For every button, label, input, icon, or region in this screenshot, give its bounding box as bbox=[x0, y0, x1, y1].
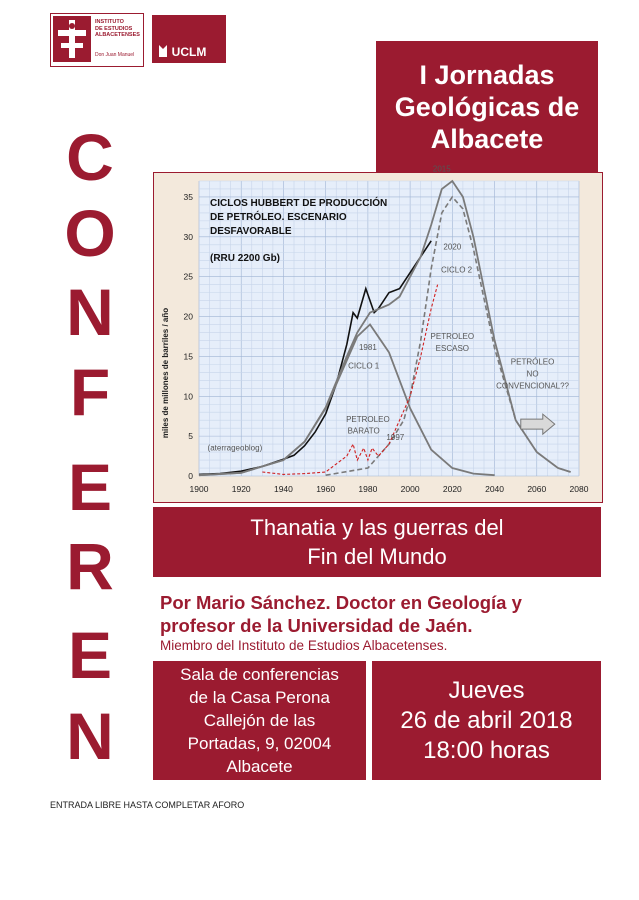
iea-logo-line4: Don Juan Manuel bbox=[95, 52, 135, 58]
x-tick-label: 2080 bbox=[569, 484, 589, 494]
iea-logo bbox=[50, 13, 144, 67]
date-time: 18:00 horas bbox=[423, 736, 550, 764]
chart-annotation: NO bbox=[526, 369, 539, 379]
talk-title-line1: Thanatia y las guerras del bbox=[250, 515, 504, 540]
speaker-info bbox=[160, 591, 522, 637]
venue-line1: Sala de conferencias bbox=[180, 665, 339, 684]
y-tick-label: 30 bbox=[183, 231, 193, 242]
chart-annotation: ESCASO bbox=[435, 343, 470, 353]
chart-annotation: PETRÓLEO bbox=[510, 357, 555, 367]
iea-emblem-icon bbox=[53, 16, 91, 62]
x-tick-label: 1980 bbox=[358, 484, 378, 494]
chart-annotation: CICLO 2 bbox=[440, 265, 473, 275]
chart-title: CICLOS HUBBERT DE PRODUCCIÓN DE PETRÓLEO. ESCENARIO DESFAVORABLE bbox=[210, 198, 388, 237]
x-tick-label: 2060 bbox=[527, 484, 547, 494]
chart-y-label: miles de millones de barriles / año bbox=[161, 307, 170, 439]
vertical-letter: F bbox=[69, 355, 111, 429]
chart-annotation: 2020 bbox=[443, 242, 462, 252]
vertical-letter: N bbox=[66, 275, 114, 349]
vertical-letter: E bbox=[67, 450, 113, 524]
chart-annotation: CICLO 1 bbox=[348, 361, 380, 371]
venue-line2: de la Casa Perona bbox=[189, 688, 330, 707]
chart-annotation: 1981 bbox=[358, 343, 377, 353]
venue-line3: Callejón de las bbox=[203, 711, 316, 730]
y-tick-label: 25 bbox=[183, 271, 193, 282]
x-tick-label: 2000 bbox=[400, 484, 420, 494]
talk-title-line2: Fin del Mundo bbox=[307, 544, 447, 569]
date-day: 26 de abril 2018 bbox=[400, 706, 573, 734]
talk-title-box bbox=[153, 507, 601, 577]
iea-logo-line2: DE ESTUDIOS bbox=[95, 25, 133, 32]
chart-subtitle: (RRU 2200 Gb) bbox=[210, 253, 281, 264]
iea-logo-line3: ALBACETENSES bbox=[95, 32, 140, 38]
chart-annotation: CONVENCIONAL?? bbox=[496, 381, 570, 391]
chart-annotation: BARATO bbox=[347, 426, 380, 436]
uclm-logo-label: UCLM bbox=[171, 45, 207, 59]
x-tick-label: 1960 bbox=[316, 484, 336, 494]
event-title-box bbox=[376, 41, 598, 172]
venue-line5: Albacete bbox=[226, 757, 293, 776]
hubbert-chart bbox=[153, 164, 603, 503]
chart-annotation: PETROLEO bbox=[430, 331, 475, 341]
event-title-line3: Albacete bbox=[430, 123, 544, 154]
x-tick-label: 1900 bbox=[189, 484, 209, 494]
y-tick-label: 35 bbox=[183, 191, 193, 202]
y-tick-label: 20 bbox=[183, 311, 193, 322]
venue-line4: Portadas, 9, 02004 bbox=[187, 734, 332, 753]
y-tick-label: 0 bbox=[188, 471, 193, 481]
speaker-line1: Por Mario Sánchez. Doctor en Geología y bbox=[160, 592, 522, 613]
vertical-letter: O bbox=[64, 196, 116, 270]
y-tick-label: 5 bbox=[188, 431, 193, 442]
event-title-line1: I Jornadas bbox=[419, 59, 555, 90]
vertical-letter: E bbox=[67, 618, 113, 692]
chart-annotation: 2015 bbox=[432, 164, 451, 174]
date-box bbox=[372, 661, 601, 780]
vertical-letter: C bbox=[66, 120, 114, 194]
chart-annotation: PETROLEO bbox=[346, 414, 390, 424]
y-tick-label: 15 bbox=[183, 351, 193, 362]
date-weekday: Jueves bbox=[448, 676, 525, 704]
chart-annotation: 1997 bbox=[386, 433, 405, 443]
vertical-letter: R bbox=[66, 529, 114, 603]
uclm-logo bbox=[152, 15, 226, 63]
x-tick-label: 1920 bbox=[231, 484, 251, 494]
speaker-membership: Miembro del Instituto de Estudios Albacetenses. bbox=[160, 638, 448, 653]
x-tick-label: 2040 bbox=[485, 484, 505, 494]
free-entry-note: ENTRADA LIBRE HASTA COMPLETAR AFORO bbox=[50, 800, 245, 810]
speaker-line2: profesor de la Universidad de Jaén. bbox=[160, 615, 473, 636]
x-tick-label: 2020 bbox=[442, 484, 462, 494]
x-tick-label: 1940 bbox=[273, 484, 293, 494]
event-title-line2: Geológicas de bbox=[394, 91, 580, 122]
chart-annotation: (aterrageoblog) bbox=[207, 443, 263, 453]
y-tick-label: 10 bbox=[183, 391, 193, 402]
iea-logo-line1: INSTITUTO bbox=[95, 19, 124, 25]
venue-box bbox=[153, 661, 366, 780]
vertical-letter: N bbox=[66, 699, 114, 773]
